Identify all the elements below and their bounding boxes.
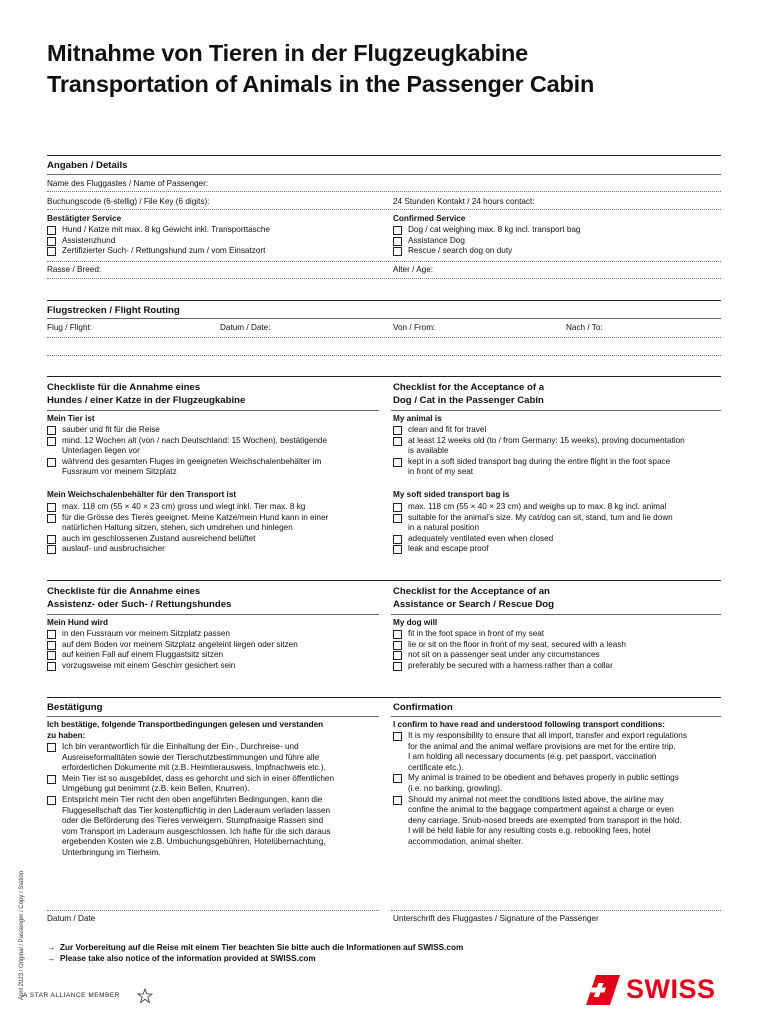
- swiss-logo: [586, 974, 716, 1005]
- checkbox[interactable]: [47, 651, 56, 660]
- checklist-assist-heading-en: Checklist for the Acceptance of an Assistance or Search / Rescue Dog: [393, 586, 555, 610]
- divider: [47, 580, 721, 581]
- checkbox[interactable]: [393, 796, 402, 805]
- dog-en-list: [393, 629, 626, 671]
- date-field[interactable]: [47, 910, 379, 911]
- checklist-item[interactable]: leak and escape proof: [393, 544, 673, 555]
- star-alliance-icon: [137, 988, 153, 1004]
- checkbox[interactable]: [47, 503, 56, 512]
- age-label: Alter / Age:: [393, 265, 434, 274]
- confirmation-intro-en: I confirm to have read and understood following transport conditions:: [393, 720, 666, 729]
- confirmation-item[interactable]: It is my responsibility to ensure that all import, transfer and export regulations for the animal and the animal welfare provisions are met for the entire trip. I am holding all necessary documents (e.g. pet passport, vaccination certificate etc.).: [393, 731, 687, 773]
- checklist-item[interactable]: für die Grösse des Tieres geeignet. Meine Katze/mein Hund kann in einer natürlichen Haltung sitzen, stehen, sich umdrehen und hinlegen: [47, 513, 328, 534]
- checkbox[interactable]: [393, 662, 402, 671]
- from-label: Von / From:: [393, 323, 436, 332]
- routing-row-2[interactable]: [47, 355, 721, 356]
- checkbox[interactable]: [47, 535, 56, 544]
- note-en: → Please take also notice of the information provided at SWISS.com: [47, 954, 316, 963]
- checkbox[interactable]: [47, 514, 56, 523]
- confirmation-en-list: [393, 731, 687, 848]
- divider: [47, 410, 379, 411]
- checkbox[interactable]: [47, 641, 56, 650]
- booking-code-field[interactable]: [47, 209, 721, 210]
- date-label: Datum / Date:: [220, 323, 271, 332]
- side-edition-text: April 2023 / Original / Passenger / Copy / Station: [19, 870, 25, 1000]
- checkbox[interactable]: [393, 535, 402, 544]
- checklist-cabin-heading-de: Checkliste für die Annahme eines Hundes / einer Katze in der Flugzeugkabine: [47, 382, 246, 406]
- checklist-item[interactable]: suitable for the animal’s size. My cat/dog can sit, stand, turn and lie down in a natural position: [393, 513, 673, 534]
- checklist-item[interactable]: lie or sit on the floor in front of my seat, secured with a leash: [393, 640, 626, 651]
- checklist-assist-heading-de: Checkliste für die Annahme eines Assistenz- oder Such- / Rettungshundes: [47, 586, 232, 610]
- dog-de-list: [47, 629, 298, 671]
- checklist-item[interactable]: vorzugsweise mit einem Geschirr gesichert sein: [47, 661, 298, 672]
- divider: [391, 614, 721, 615]
- checklist-item[interactable]: mind. 12 Wochen alt (von / nach Deutschland: 15 Wochen), bestätigende Unterlagen liegen vor: [47, 436, 327, 457]
- breed-label: Rasse / Breed:: [47, 265, 102, 274]
- checkbox[interactable]: [393, 247, 402, 256]
- service-en-option[interactable]: Rescue / search dog on duty: [393, 246, 580, 257]
- animal-de-list: [47, 425, 327, 478]
- title-english: Transportation of Animals in the Passenger Cabin: [47, 71, 595, 97]
- checkbox[interactable]: [393, 545, 402, 554]
- checkbox[interactable]: [393, 732, 402, 741]
- routing-heading: Flugstrecken / Flight Routing: [47, 305, 180, 316]
- checkbox[interactable]: [393, 630, 402, 639]
- contact-label: 24 Stunden Kontakt / 24 hours contact:: [393, 197, 535, 206]
- title-german: Mitnahme von Tieren in der Flugzeugkabine: [47, 40, 529, 66]
- animal-en-heading: My animal is: [393, 414, 442, 423]
- divider: [47, 697, 721, 698]
- checkbox[interactable]: [393, 503, 402, 512]
- divider: [47, 614, 379, 615]
- divider: [47, 716, 379, 717]
- breed-age-field[interactable]: [47, 278, 721, 279]
- routing-row-1[interactable]: [47, 337, 721, 338]
- checkbox[interactable]: [393, 437, 402, 446]
- checkbox[interactable]: [47, 743, 56, 752]
- page-title: [47, 38, 594, 100]
- checklist-item[interactable]: at least 12 weeks old (to / from Germany: 15 weeks), proving documentation is available: [393, 436, 685, 457]
- service-de-option[interactable]: Assistenzhund: [47, 236, 270, 247]
- bag-de-list: [47, 502, 328, 555]
- service-de-heading: Bestätigter Service: [47, 214, 122, 223]
- passenger-name-label: Name des Fluggastes / Name of Passenger:: [47, 179, 209, 188]
- checklist-item[interactable]: auf dem Boden vor meinem Sitzplatz angeleint liegen oder sitzen: [47, 640, 298, 651]
- checklist-item[interactable]: kept in a soft sided transport bag during the entire flight in the foot space in front of my seat: [393, 457, 685, 478]
- confirmation-heading-en: Confirmation: [393, 702, 453, 713]
- checkbox[interactable]: [393, 774, 402, 783]
- checkbox[interactable]: [47, 662, 56, 671]
- confirmation-de-list: [47, 742, 334, 859]
- checkbox[interactable]: [393, 514, 402, 523]
- checkbox[interactable]: [393, 226, 402, 235]
- checkbox[interactable]: [393, 458, 402, 467]
- animal-en-list: [393, 425, 685, 478]
- swiss-flag-icon: [586, 975, 620, 1005]
- checklist-item[interactable]: auch im geschlossenen Zustand ausreichend belüftet: [47, 534, 328, 545]
- bag-en-list: [393, 502, 673, 555]
- signature-field[interactable]: [391, 910, 721, 911]
- divider: [47, 318, 721, 319]
- checkbox[interactable]: [47, 247, 56, 256]
- service-en-option[interactable]: Assistance Dog: [393, 236, 580, 247]
- details-heading: Angaben / Details: [47, 160, 128, 171]
- checklist-item[interactable]: max. 118 cm (55 × 40 × 23 cm) gross und wiegt inkl. Tier max. 8 kg: [47, 502, 328, 513]
- divider: [47, 376, 721, 377]
- swiss-wordmark: SWISS: [626, 974, 716, 1004]
- checkbox[interactable]: [47, 545, 56, 554]
- divider: [47, 174, 721, 175]
- divider: [47, 155, 721, 156]
- passenger-name-field[interactable]: [47, 191, 721, 192]
- divider: [391, 410, 721, 411]
- flight-label: Flug / Flight:: [47, 323, 93, 332]
- checkbox[interactable]: [47, 226, 56, 235]
- checklist-item[interactable]: fit in the foot space in front of my seat: [393, 629, 626, 640]
- service-de-option[interactable]: Hund / Katze mit max. 8 kg Gewicht inkl. Transporttasche: [47, 225, 270, 236]
- service-de-option[interactable]: Zertifizierter Such- / Rettungshund zum / vom Einsatzort: [47, 246, 270, 257]
- checkbox[interactable]: [47, 458, 56, 467]
- dog-de-heading: Mein Hund wird: [47, 618, 108, 627]
- to-label: Nach / To:: [566, 323, 603, 332]
- divider: [47, 300, 721, 301]
- confirmation-item[interactable]: Should my animal not meet the conditions listed above, the airline may confine the animal to the baggage compartment against a charge or even deny carriage. Snub-nosed breeds are exempted from transport in the hold. I will be held liable for any resulting costs e.g. rebooking fees, hotel accommodation, animal shelter.: [393, 795, 687, 848]
- service-en-heading: Confirmed Service: [393, 214, 466, 223]
- checkbox[interactable]: [47, 426, 56, 435]
- arrow-right-icon: →: [47, 954, 56, 963]
- checkbox[interactable]: [393, 426, 402, 435]
- checklist-item[interactable]: preferably be secured with a harness rather than a collar: [393, 661, 626, 672]
- divider: [47, 261, 721, 262]
- dog-en-heading: My dog will: [393, 618, 438, 627]
- checkbox[interactable]: [393, 237, 402, 246]
- confirmation-item[interactable]: Ich bin verantwortlich für die Einhaltung der Ein-, Durchreise- und Ausreiseformalitäten sowie der Tierschutzbestimmungen und führe alle erforderlichen Dokumente mit (z.B. Heimtierausweis, Impfnachweis etc.).: [47, 742, 334, 774]
- note-de: → Zur Vorbereitung auf die Reise mit einem Tier beachten Sie bitte auch die Informationen auf SWISS.com: [47, 943, 464, 952]
- checklist-item[interactable]: auf keinen Fall auf einem Fluggastsitz sitzen: [47, 650, 298, 661]
- service-en-option[interactable]: Dog / cat weighing max. 8 kg incl. transport bag: [393, 225, 580, 236]
- confirmation-item[interactable]: Mein Tier ist so ausgebildet, dass es gehorcht und sich in einer öffentlichen Umgebung gut benimmt (z.B. kein Bellen, Knurren).: [47, 774, 334, 795]
- confirmation-heading-de: Bestätigung: [47, 702, 103, 713]
- checklist-item[interactable]: adequately ventilated even when closed: [393, 534, 673, 545]
- checklist-item[interactable]: in den Fussraum vor meinem Sitzplatz passen: [47, 629, 298, 640]
- checklist-item[interactable]: clean and fit for travel: [393, 425, 685, 436]
- booking-code-label: Buchungscode (6-stellig) / File Key (6 digits):: [47, 197, 210, 206]
- date-signature-label: Datum / Date: [47, 914, 96, 923]
- checkbox[interactable]: [47, 796, 56, 805]
- checklist-item[interactable]: auslauf- und ausbruchsicher: [47, 544, 328, 555]
- confirmation-item[interactable]: My animal is trained to be obedient and behaves properly in public settings (i.e. no barking, growling).: [393, 773, 687, 794]
- confirmation-intro-de: Ich bestätige, folgende Transportbedingungen gelesen und verstanden zu haben:: [47, 720, 324, 740]
- checkbox[interactable]: [393, 651, 402, 660]
- checklist-item[interactable]: max. 118 cm (55 × 40 × 23 cm) and weighs up to max. 8 kg incl. animal: [393, 502, 673, 513]
- checklist-item[interactable]: not sit on a passenger seat under any circumstances: [393, 650, 626, 661]
- confirmation-item[interactable]: Entspricht mein Tier nicht den oben angeführten Bedingungen, kann die Fluggesellschaft das Tier kostenpflichtig in den Laderaum verladen lassen oder die Beförderung des Tieres verweigern. Stumpfnasige Rassen sind vom Transport im Laderaum ausgeschlossen. Ich hafte für die sich daraus ergebenden Kosten wie z.B. Umbuchungsgebühren, Hotelübernachtung, Unterbringung im Tierheim.: [47, 795, 334, 859]
- animal-de-heading: Mein Tier ist: [47, 414, 95, 423]
- checkbox[interactable]: [393, 641, 402, 650]
- checklist-item[interactable]: während des gesamten Fluges im geeigneten Weichschalenbehälter im Fussraum vor meinem Sitzplatz: [47, 457, 327, 478]
- checkbox[interactable]: [47, 237, 56, 246]
- checkbox[interactable]: [47, 630, 56, 639]
- bag-de-heading: Mein Weichschalenbehälter für den Transport ist: [47, 490, 237, 499]
- checklist-item[interactable]: sauber und fit für die Reise: [47, 425, 327, 436]
- star-alliance-text: A STAR ALLIANCE MEMBER: [23, 992, 120, 999]
- checkbox[interactable]: [47, 775, 56, 784]
- service-de-list: [47, 225, 270, 257]
- checklist-cabin-heading-en: Checklist for the Acceptance of a Dog / Cat in the Passenger Cabin: [393, 382, 545, 406]
- signature-label: Unterschrift des Fluggastes / Signature of the Passenger: [393, 914, 599, 923]
- bag-en-heading: My soft sided transport bag is: [393, 490, 510, 499]
- service-en-list: [393, 225, 580, 257]
- divider: [391, 716, 721, 717]
- arrow-right-icon: →: [47, 943, 56, 952]
- checkbox[interactable]: [47, 437, 56, 446]
